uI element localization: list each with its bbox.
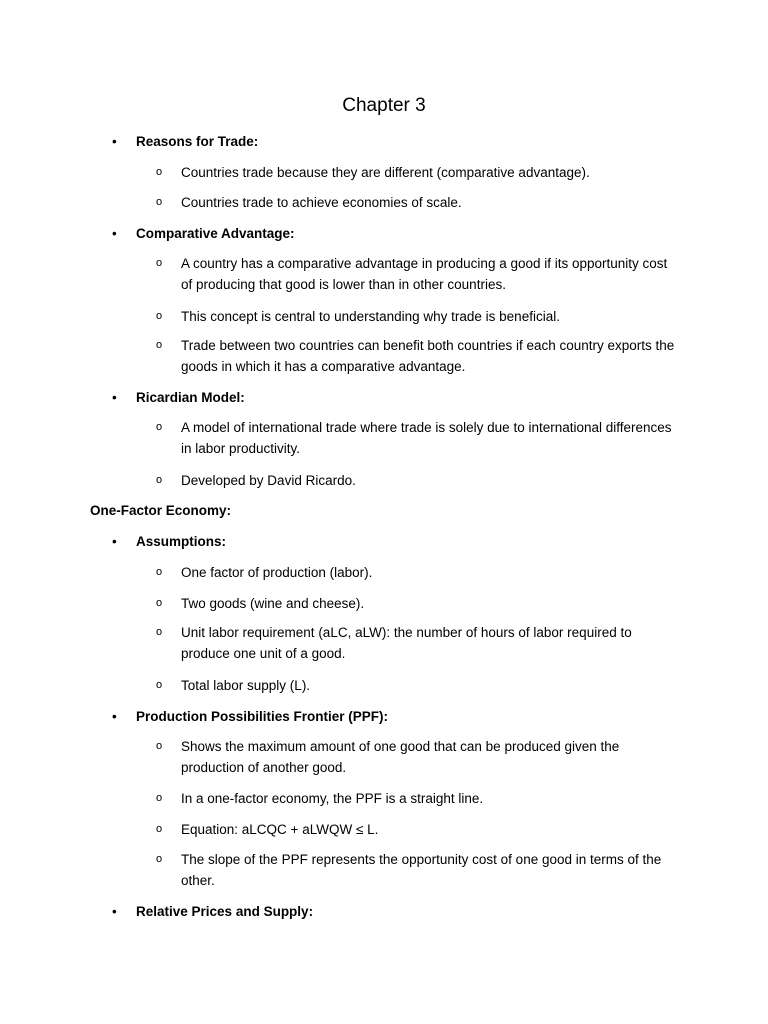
- bullet-item: [112, 531, 696, 552]
- sub-bullet-item: [156, 788, 681, 809]
- bullet-text: Production Possibilities Frontier (PPF):: [136, 709, 389, 724]
- bullet-item: [112, 223, 696, 244]
- sub-bullet-marker: o: [156, 257, 163, 269]
- sub-bullet-marker: o: [156, 196, 163, 208]
- sub-bullet-text: This concept is central to understanding why trade is beneficial.: [181, 309, 560, 324]
- sub-bullet-text: The slope of the PPF represents the opportunity cost of one good in terms of the other.: [181, 852, 662, 888]
- bullet-item: [112, 901, 696, 922]
- bullet-item: [112, 387, 696, 408]
- sub-bullet-item: [156, 675, 681, 696]
- sub-bullet-marker: o: [156, 310, 163, 322]
- bullet-text: Reasons for Trade:: [136, 134, 259, 149]
- sub-bullet-marker: o: [156, 166, 163, 178]
- sub-bullet-marker: o: [156, 597, 163, 609]
- sub-bullet-text: A country has a comparative advantage in producing a good if its opportunity cost of producing that good is lower than in other countries.: [181, 256, 668, 292]
- sub-bullet-item: [156, 253, 681, 295]
- sub-bullet-marker: o: [156, 474, 163, 486]
- sub-bullet-text: Countries trade because they are different (comparative advantage).: [181, 165, 590, 180]
- bullet-text: Ricardian Model:: [136, 390, 245, 405]
- sub-bullet-item: [156, 736, 681, 778]
- bullet-marker: •: [112, 226, 117, 241]
- bullet-text: Comparative Advantage:: [136, 226, 295, 241]
- bullet-marker: •: [112, 134, 117, 149]
- bullet-item: [112, 706, 696, 727]
- sub-bullet-item: [156, 819, 681, 840]
- sub-bullet-item: [156, 470, 681, 491]
- sub-bullet-item: [156, 849, 681, 891]
- sub-bullet-marker: o: [156, 566, 163, 578]
- bullet-text: Relative Prices and Supply:: [136, 904, 314, 919]
- bullet-item: [112, 131, 696, 152]
- sub-bullet-text: One factor of production (labor).: [181, 565, 373, 580]
- bullet-marker: •: [112, 534, 117, 549]
- sub-bullet-item: [156, 335, 681, 377]
- sub-bullet-text: Countries trade to achieve economies of scale.: [181, 195, 462, 210]
- sub-bullet-marker: o: [156, 823, 163, 835]
- sub-bullet-text: In a one-factor economy, the PPF is a straight line.: [181, 791, 484, 806]
- sub-bullet-marker: o: [156, 853, 163, 865]
- sub-bullet-text: Total labor supply (L).: [181, 678, 311, 693]
- bullet-marker: •: [112, 709, 117, 724]
- sub-bullet-marker: o: [156, 421, 163, 433]
- bullet-marker: •: [112, 390, 117, 405]
- sub-bullet-marker: o: [156, 339, 163, 351]
- sub-bullet-marker: o: [156, 740, 163, 752]
- sub-bullet-text: Equation: aLCQC + aLWQW ≤ L.: [181, 822, 379, 837]
- bullet-marker: •: [112, 904, 117, 919]
- sub-bullet-item: [156, 306, 681, 327]
- page-title: Chapter 3: [342, 95, 426, 116]
- sub-bullet-text: Shows the maximum amount of one good that can be produced given the production of another good.: [181, 739, 620, 775]
- sub-bullet-text: A model of international trade where trade is solely due to international differences in labor productivity.: [181, 420, 672, 456]
- sub-bullet-item: [156, 622, 681, 664]
- sub-bullet-marker: o: [156, 679, 163, 691]
- sub-bullet-marker: o: [156, 792, 163, 804]
- sub-bullet-item: [156, 162, 681, 183]
- sub-bullet-item: [156, 417, 681, 459]
- bullet-text: Assumptions:: [136, 534, 227, 549]
- sub-bullet-marker: o: [156, 626, 163, 638]
- sub-bullet-text: Two goods (wine and cheese).: [181, 596, 365, 611]
- sub-bullet-item: [156, 593, 681, 614]
- sub-bullet-text: Unit labor requirement (aLC, aLW): the number of hours of labor required to produce one unit of a good.: [181, 625, 632, 661]
- sub-bullet-item: [156, 192, 681, 213]
- sub-bullet-item: [156, 562, 681, 583]
- sub-bullet-text: Trade between two countries can benefit both countries if each country exports the goods in which it has a comparative advantage.: [181, 338, 675, 374]
- section-heading: One-Factor Economy:: [90, 503, 232, 518]
- sub-bullet-text: Developed by David Ricardo.: [181, 473, 356, 488]
